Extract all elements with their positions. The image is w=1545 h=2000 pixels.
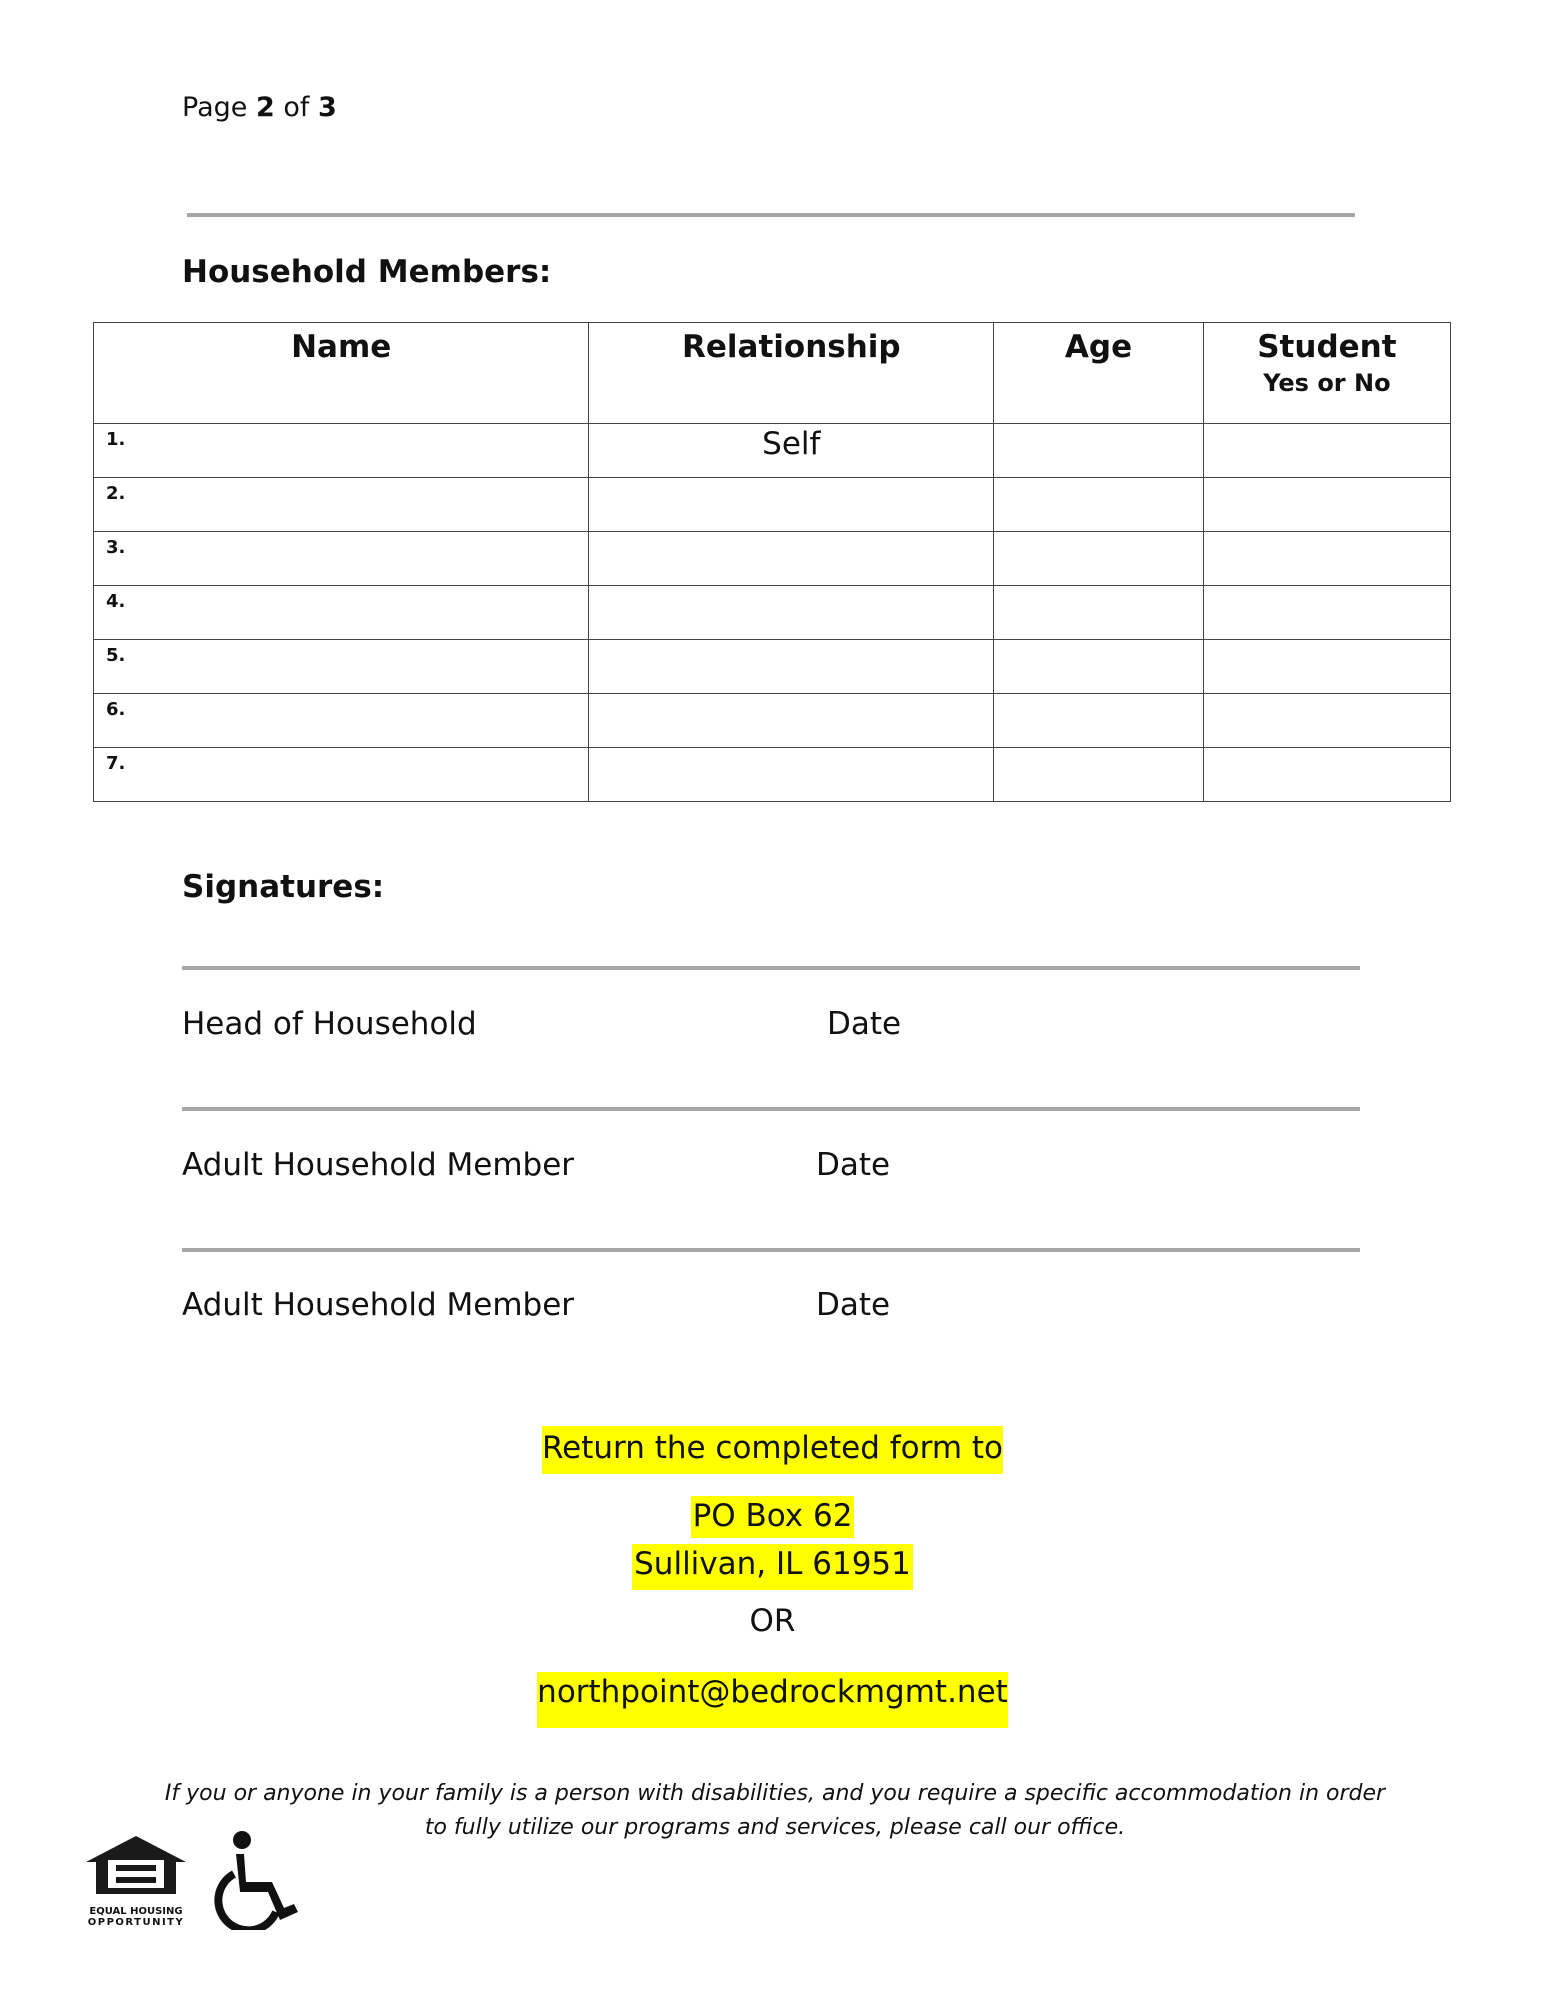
page-current: 2 <box>255 92 275 123</box>
email-line <box>0 1672 1545 1728</box>
page-number <box>182 92 337 123</box>
student-cell[interactable] <box>1203 748 1450 802</box>
table-header-row <box>94 323 1451 424</box>
table-row <box>94 694 1451 748</box>
po-box-line <box>0 1496 1545 1538</box>
header-student <box>1203 323 1450 424</box>
table-row <box>94 424 1451 478</box>
table-row <box>94 478 1451 532</box>
household-members-table <box>93 322 1451 802</box>
table-row <box>94 640 1451 694</box>
relationship-cell[interactable] <box>589 640 994 694</box>
student-cell[interactable] <box>1203 478 1450 532</box>
age-cell[interactable] <box>994 532 1204 586</box>
age-cell[interactable] <box>994 748 1204 802</box>
age-cell[interactable] <box>994 586 1204 640</box>
page-of: of <box>283 92 310 123</box>
row-number: 7. <box>106 753 126 774</box>
signatures-title: Signatures: <box>182 869 385 905</box>
equal-housing-icon <box>84 1834 188 1928</box>
or-separator: OR <box>749 1603 796 1639</box>
city-line <box>0 1544 1545 1590</box>
student-cell[interactable] <box>1203 694 1450 748</box>
name-cell[interactable] <box>94 640 589 694</box>
relationship-cell[interactable] <box>589 748 994 802</box>
page-label: Page <box>182 92 248 123</box>
signature-line-head[interactable] <box>182 966 1360 970</box>
signature-label-adult-2: Adult Household Member <box>182 1287 575 1323</box>
relationship-cell[interactable] <box>589 586 994 640</box>
header-student-label: Student <box>1257 329 1397 365</box>
table-row <box>94 586 1451 640</box>
row-number: 1. <box>106 429 126 450</box>
accessibility-disclaimer <box>160 1777 1390 1845</box>
relationship-cell[interactable] <box>589 478 994 532</box>
student-cell[interactable] <box>1203 640 1450 694</box>
row-number: 2. <box>106 483 126 504</box>
signature-date-head: Date <box>827 1006 902 1042</box>
signature-line-adult-2[interactable] <box>182 1248 1360 1252</box>
relationship-cell[interactable] <box>589 532 994 586</box>
page-total: 3 <box>317 92 337 123</box>
age-cell[interactable] <box>994 478 1204 532</box>
student-cell[interactable] <box>1203 586 1450 640</box>
student-cell[interactable] <box>1203 424 1450 478</box>
return-intro-line <box>0 1426 1545 1474</box>
po-box: PO Box 62 <box>691 1496 855 1538</box>
email-link[interactable]: northpoint@bedrockmgmt.net <box>537 1672 1008 1728</box>
row-number: 6. <box>106 699 126 720</box>
header-relationship: Relationship <box>589 323 994 424</box>
row-number: 5. <box>106 645 126 666</box>
relationship-value: Self <box>762 426 821 462</box>
household-members-title: Household Members: <box>182 254 552 290</box>
wheelchair-accessibility-icon <box>214 1830 304 1934</box>
disclaimer-line-1: If you or anyone in your family is a person with disabilities, and you require a specific accommodation in order <box>164 1781 1386 1806</box>
equal-housing-text-2: OPPORTUNITY <box>87 1917 185 1928</box>
signature-label-adult-1: Adult Household Member <box>182 1147 575 1183</box>
signature-label-head: Head of Household <box>182 1006 477 1042</box>
signature-line-adult-1[interactable] <box>182 1107 1360 1111</box>
name-cell[interactable] <box>94 478 589 532</box>
header-age: Age <box>994 323 1204 424</box>
header-student-sub: Yes or No <box>1263 369 1391 397</box>
age-cell[interactable] <box>994 694 1204 748</box>
row-number: 3. <box>106 537 126 558</box>
row-number: 4. <box>106 591 126 612</box>
student-cell[interactable] <box>1203 532 1450 586</box>
name-cell[interactable] <box>94 532 589 586</box>
relationship-cell[interactable] <box>589 694 994 748</box>
signature-date-adult-1: Date <box>816 1147 891 1183</box>
header-name: Name <box>94 323 589 424</box>
table-row <box>94 748 1451 802</box>
city-state-zip: Sullivan, IL 61951 <box>632 1544 913 1590</box>
name-cell[interactable] <box>94 586 589 640</box>
signature-date-adult-2: Date <box>816 1287 891 1323</box>
relationship-cell[interactable] <box>589 424 994 478</box>
top-divider <box>187 213 1355 217</box>
disclaimer-line-2: to fully utilize our programs and services, please call our office. <box>424 1815 1126 1840</box>
name-cell[interactable] <box>94 694 589 748</box>
name-cell[interactable] <box>94 748 589 802</box>
name-cell[interactable] <box>94 424 589 478</box>
age-cell[interactable] <box>994 640 1204 694</box>
equal-housing-text-1: EQUAL HOUSING <box>89 1906 183 1917</box>
table-row <box>94 532 1451 586</box>
age-cell[interactable] <box>994 424 1204 478</box>
return-intro: Return the completed form to <box>542 1426 1003 1474</box>
